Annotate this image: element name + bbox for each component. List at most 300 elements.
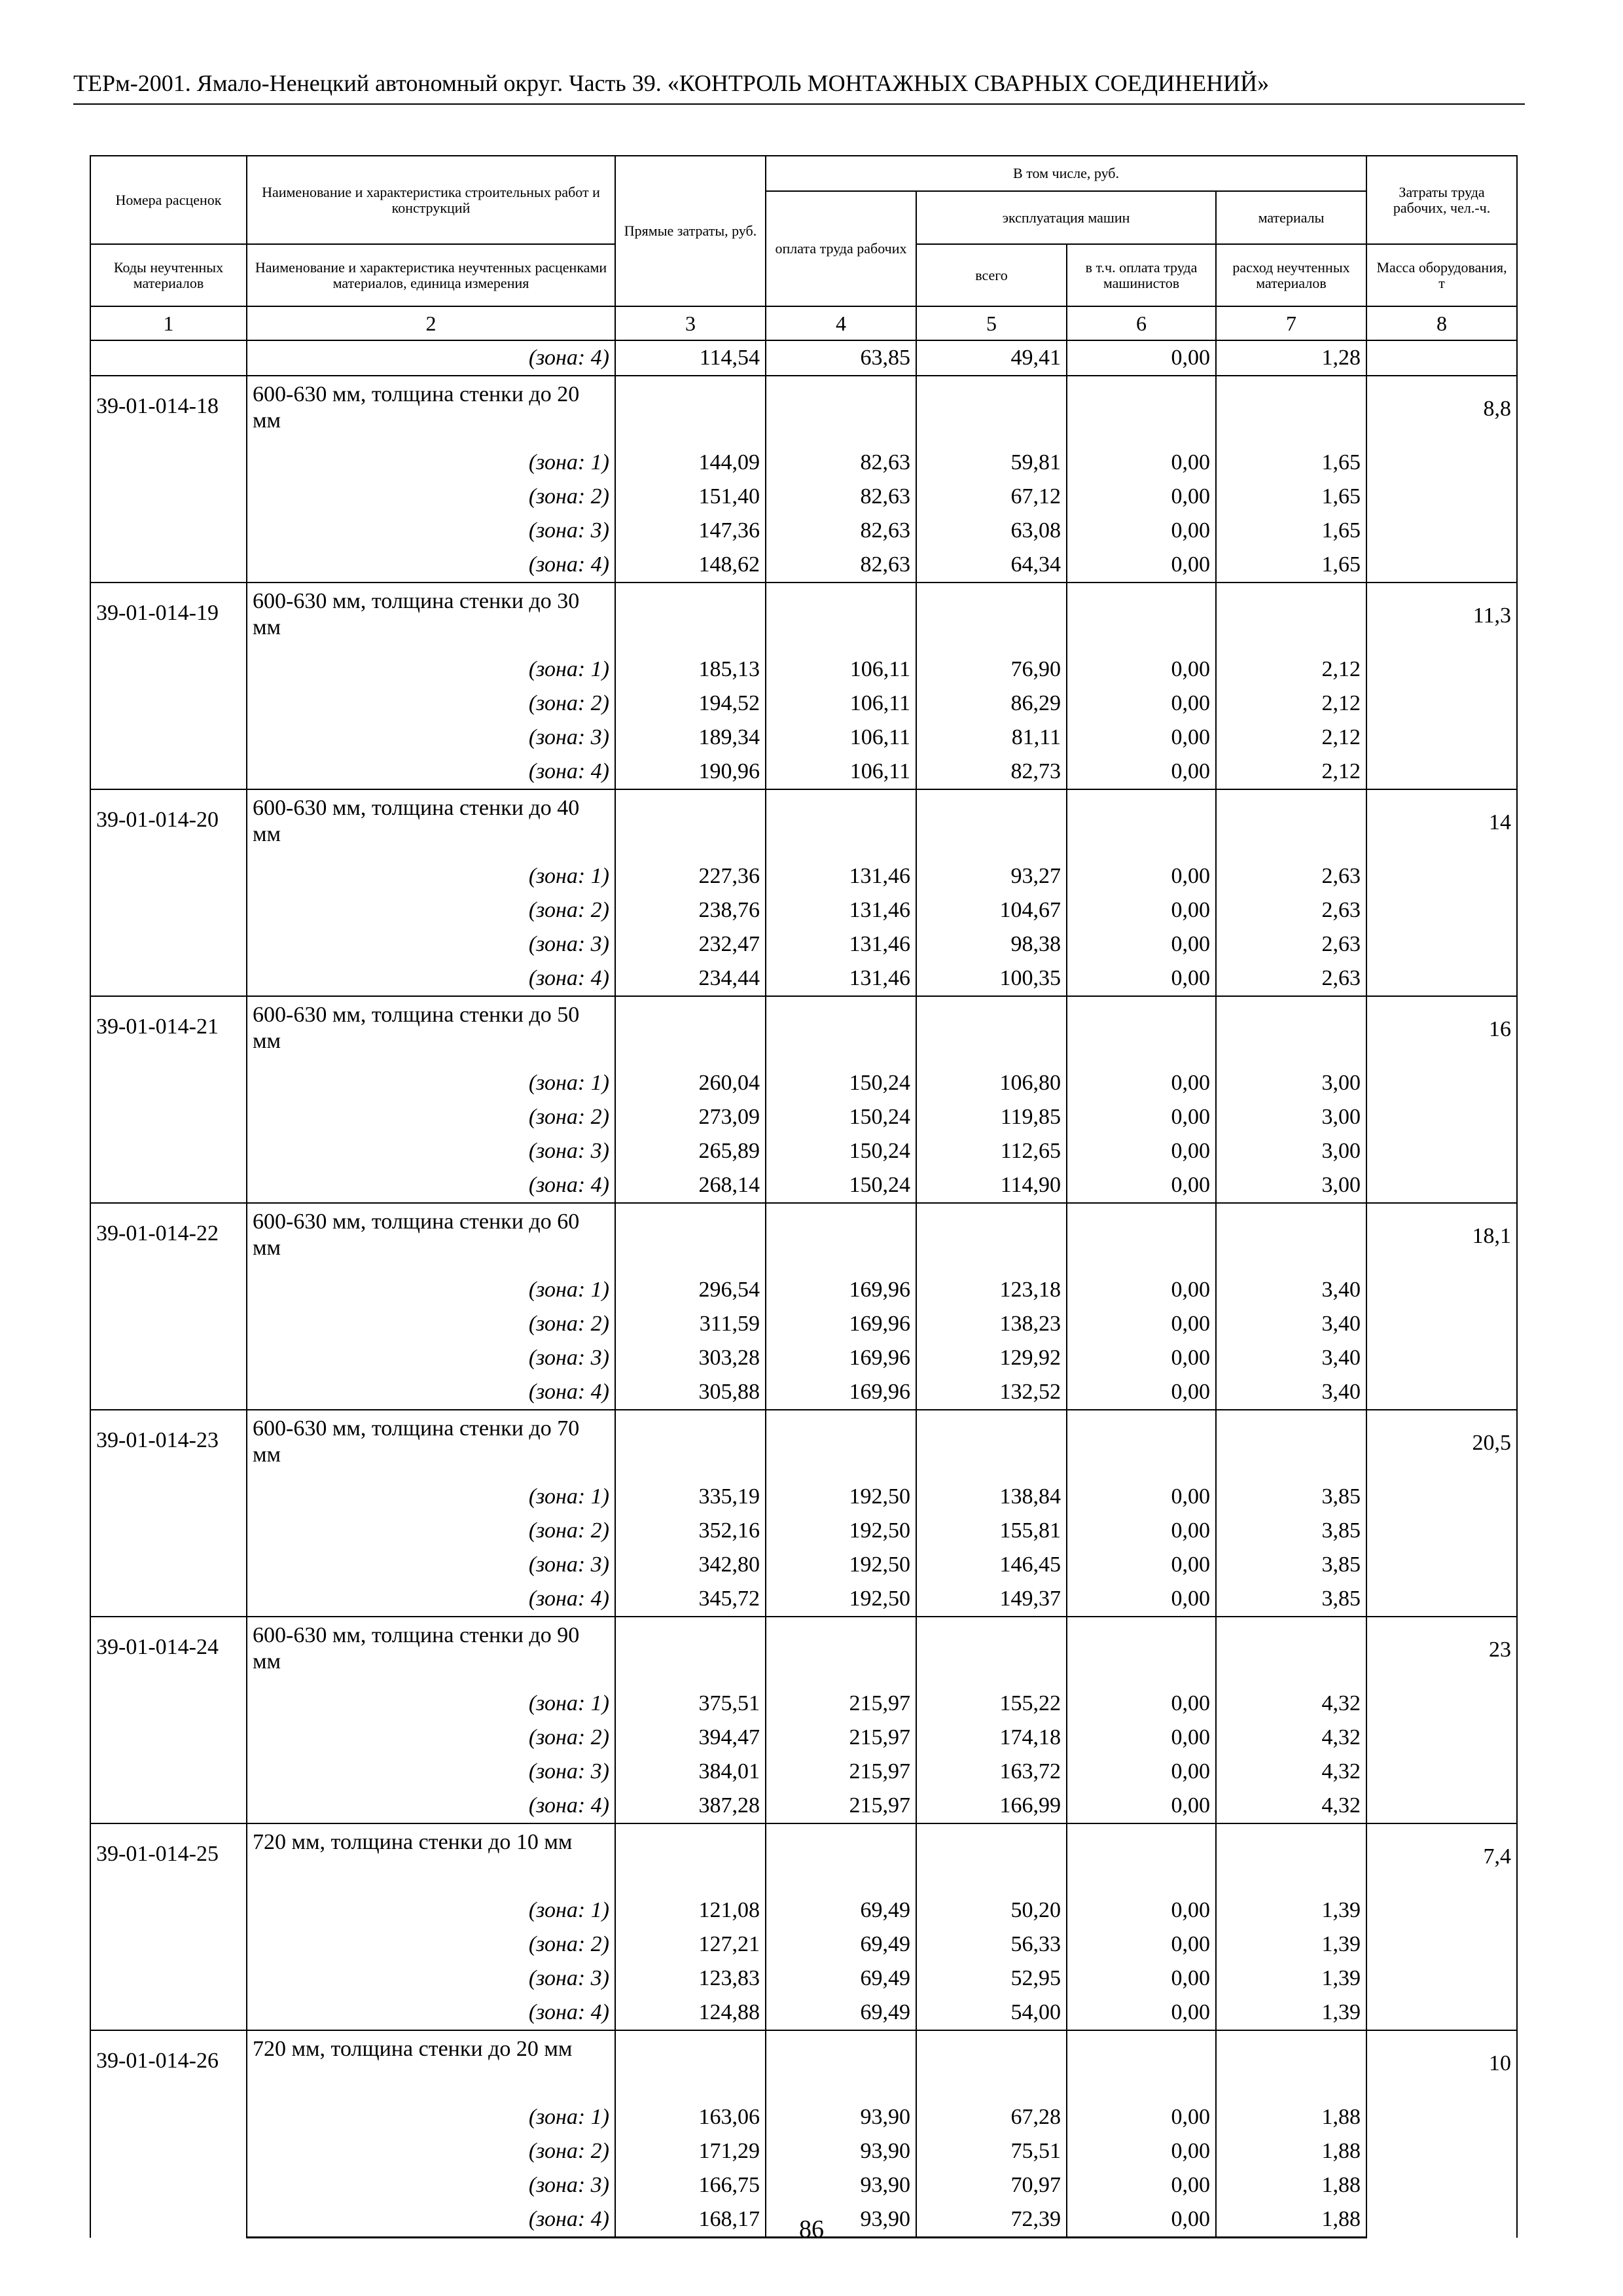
rate-code: 39-01-014-25: [90, 1823, 247, 2030]
zone-row: [90, 1928, 1517, 1962]
machines-total-cell: 82,73: [916, 755, 1067, 789]
materials-cell: 3,85: [1216, 1514, 1366, 1548]
empty-cell: [916, 996, 1067, 1066]
materials-cell: 1,88: [1216, 2202, 1366, 2238]
machines-total-cell: 67,12: [916, 480, 1067, 514]
labor-hours: 20,5: [1366, 1410, 1517, 1617]
empty-cell: [1216, 996, 1366, 1066]
labor-pay-cell: 82,63: [766, 548, 916, 583]
labor-pay-cell: 192,50: [766, 1480, 916, 1514]
zone-label: (зона: 3): [247, 1755, 615, 1789]
materials-cell: 3,00: [1216, 1134, 1366, 1168]
labor-hours: 16: [1366, 996, 1517, 1203]
machines-total-cell: 52,95: [916, 1962, 1067, 1996]
direct-cost-cell: 147,36: [615, 514, 766, 548]
labor-pay-cell: 150,24: [766, 1100, 916, 1134]
materials-cell: 1,65: [1216, 480, 1366, 514]
machines-total-cell: 86,29: [916, 687, 1067, 721]
zone-row: [90, 1789, 1517, 1823]
work-name: 600-630 мм, толщина стенки до 40 мм: [247, 789, 615, 859]
labor-pay-cell: 63,85: [766, 340, 916, 376]
mass-cell: [1366, 340, 1517, 376]
work-name: 720 мм, толщина стенки до 20 мм: [247, 2030, 615, 2100]
machines-total-cell: 174,18: [916, 1721, 1067, 1755]
machinist-pay-cell: 0,00: [1067, 653, 1216, 687]
materials-cell: 3,40: [1216, 1273, 1366, 1307]
direct-cost-cell: 168,17: [615, 2202, 766, 2238]
machines-header: эксплуатация машин: [916, 191, 1216, 244]
direct-cost-cell: 194,52: [615, 687, 766, 721]
empty-cell: [615, 1410, 766, 1480]
zone-row: [90, 1375, 1517, 1410]
labor-pay-cell: 82,63: [766, 514, 916, 548]
zone-label: (зона: 3): [247, 927, 615, 961]
labor-pay-cell: 169,96: [766, 1341, 916, 1375]
work-name: 600-630 мм, толщина стенки до 20 мм: [247, 376, 615, 446]
zone-row: [90, 1893, 1517, 1928]
labor-hours: 8,8: [1366, 376, 1517, 583]
column-number: 3: [615, 306, 766, 340]
column-number: 4: [766, 306, 916, 340]
zone-row: [90, 1134, 1517, 1168]
column-number: 7: [1216, 306, 1366, 340]
zone-row: [90, 514, 1517, 548]
zone-label: (зона: 4): [247, 1996, 615, 2030]
empty-cell: [916, 1203, 1067, 1273]
empty-cell: [766, 376, 916, 446]
empty-cell: [615, 1617, 766, 1687]
machines-total-cell: 54,00: [916, 1996, 1067, 2030]
zone-label: (зона: 4): [247, 340, 615, 376]
direct-cost-cell: 238,76: [615, 893, 766, 927]
machines-total-cell: 75,51: [916, 2134, 1067, 2168]
zone-row: [90, 1307, 1517, 1341]
zone-label: (зона: 1): [247, 1066, 615, 1100]
machinist-pay-cell: 0,00: [1067, 1687, 1216, 1721]
zone-row: [90, 687, 1517, 721]
machines-total-cell: 166,99: [916, 1789, 1067, 1823]
zone-label: (зона: 4): [247, 755, 615, 789]
materials-cell: 2,12: [1216, 687, 1366, 721]
machines-total-cell: 138,23: [916, 1307, 1067, 1341]
zone-label: (зона: 4): [247, 1168, 615, 1203]
labor-hours: 7,4: [1366, 1823, 1517, 2030]
labor-hours: 11,3: [1366, 583, 1517, 789]
zone-row: [90, 1755, 1517, 1789]
labor-pay-cell: 150,24: [766, 1134, 916, 1168]
work-name: 600-630 мм, толщина стенки до 50 мм: [247, 996, 615, 1066]
materials-cell: 3,85: [1216, 1548, 1366, 1582]
machinist-pay-cell: 0,00: [1067, 2168, 1216, 2202]
materials-cell: 2,63: [1216, 859, 1366, 893]
machinist-pay-cell: 0,00: [1067, 340, 1216, 376]
work-name: 720 мм, толщина стенки до 10 мм: [247, 1823, 615, 1893]
direct-cost-cell: 163,06: [615, 2100, 766, 2134]
item-header-row: [90, 1203, 1517, 1273]
labor-pay-cell: 131,46: [766, 893, 916, 927]
zone-label: (зона: 2): [247, 1928, 615, 1962]
zone-label: (зона: 1): [247, 1687, 615, 1721]
col7-header: расход неучтенных материалов: [1216, 244, 1366, 306]
machinist-pay-cell: 0,00: [1067, 927, 1216, 961]
item-header-row: [90, 996, 1517, 1066]
item-header-row: [90, 583, 1517, 653]
column-number: 8: [1366, 306, 1517, 340]
zone-label: (зона: 3): [247, 2168, 615, 2202]
zone-label: (зона: 4): [247, 1375, 615, 1410]
zone-label: (зона: 3): [247, 1134, 615, 1168]
direct-cost-cell: 375,51: [615, 1687, 766, 1721]
empty-cell: [1067, 996, 1216, 1066]
labor-pay-cell: 106,11: [766, 653, 916, 687]
zone-label: (зона: 1): [247, 1893, 615, 1928]
machinist-pay-cell: 0,00: [1067, 2134, 1216, 2168]
zone-label: (зона: 4): [247, 548, 615, 583]
work-name: 600-630 мм, толщина стенки до 60 мм: [247, 1203, 615, 1273]
item-header-row: [90, 1410, 1517, 1480]
materials-cell: 3,40: [1216, 1307, 1366, 1341]
zone-row: [90, 1962, 1517, 1996]
empty-cell: [1216, 1617, 1366, 1687]
materials-cell: 1,65: [1216, 514, 1366, 548]
labor-pay-cell: 93,90: [766, 2202, 916, 2238]
zone-row: [90, 446, 1517, 480]
machines-total-cell: 56,33: [916, 1928, 1067, 1962]
materials-cell: 4,32: [1216, 1721, 1366, 1755]
page-number: 86: [799, 2215, 824, 2243]
materials-cell: 2,63: [1216, 893, 1366, 927]
machinist-pay-cell: 0,00: [1067, 1582, 1216, 1617]
work-name: 600-630 мм, толщина стенки до 90 мм: [247, 1617, 615, 1687]
labor-pay-cell: 192,50: [766, 1582, 916, 1617]
materials-cell: 4,32: [1216, 1755, 1366, 1789]
zone-row: [90, 893, 1517, 927]
direct-cost-cell: 273,09: [615, 1100, 766, 1134]
zone-label: (зона: 2): [247, 480, 615, 514]
direct-cost-cell: 268,14: [615, 1168, 766, 1203]
work-name: 600-630 мм, толщина стенки до 30 мм: [247, 583, 615, 653]
empty-cell: [766, 583, 916, 653]
col4-header: оплата труда рабочих: [766, 191, 916, 306]
machines-total-cell: 72,39: [916, 2202, 1067, 2238]
direct-cost-cell: 342,80: [615, 1548, 766, 1582]
machines-total-cell: 100,35: [916, 961, 1067, 996]
rate-code: 39-01-014-18: [90, 376, 247, 583]
zone-row: [90, 927, 1517, 961]
zone-label: (зона: 2): [247, 1307, 615, 1341]
empty-cell: [615, 2030, 766, 2100]
materials-cell: 1,88: [1216, 2100, 1366, 2134]
materials-cell: 1,88: [1216, 2134, 1366, 2168]
materials-cell: 2,63: [1216, 927, 1366, 961]
direct-cost-cell: 166,75: [615, 2168, 766, 2202]
zone-row: [90, 1687, 1517, 1721]
rate-code: 39-01-014-19: [90, 583, 247, 789]
materials-cell: 1,39: [1216, 1893, 1366, 1928]
labor-pay-cell: 215,97: [766, 1789, 916, 1823]
labor-pay-cell: 69,49: [766, 1962, 916, 1996]
machinist-pay-cell: 0,00: [1067, 1273, 1216, 1307]
item-header-row: [90, 1617, 1517, 1687]
machines-total-cell: 114,90: [916, 1168, 1067, 1203]
empty-cell: [916, 789, 1067, 859]
zone-label: (зона: 1): [247, 1273, 615, 1307]
empty-cell: [916, 376, 1067, 446]
machines-total-cell: 76,90: [916, 653, 1067, 687]
machinist-pay-cell: 0,00: [1067, 1789, 1216, 1823]
machinist-pay-cell: 0,00: [1067, 446, 1216, 480]
zone-row: [90, 1066, 1517, 1100]
col2-subheader: Наименование и характеристика неучтенных расценками материалов, единица измерения: [247, 244, 615, 306]
col3-header: Прямые затраты, руб.: [615, 156, 766, 306]
empty-cell: [766, 1410, 916, 1480]
empty-cell: [1067, 2030, 1216, 2100]
zone-label: (зона: 3): [247, 1341, 615, 1375]
col5-header: всего: [916, 244, 1067, 306]
labor-pay-cell: 69,49: [766, 1893, 916, 1928]
direct-cost-cell: 123,83: [615, 1962, 766, 1996]
column-numbers-row: [90, 306, 1517, 340]
labor-pay-cell: 169,96: [766, 1375, 916, 1410]
labor-pay-cell: 192,50: [766, 1548, 916, 1582]
empty-cell: [1067, 583, 1216, 653]
empty-cell: [1067, 1823, 1216, 1893]
machines-total-cell: 146,45: [916, 1548, 1067, 1582]
empty-cell: [1216, 2030, 1366, 2100]
materials-cell: 1,88: [1216, 2168, 1366, 2202]
direct-cost-cell: 296,54: [615, 1273, 766, 1307]
empty-cell: [766, 1617, 916, 1687]
machines-total-cell: 155,81: [916, 1514, 1067, 1548]
machinist-pay-cell: 0,00: [1067, 1721, 1216, 1755]
zone-row: [90, 1168, 1517, 1203]
direct-cost-cell: 148,62: [615, 548, 766, 583]
zone-row: [90, 721, 1517, 755]
machinist-pay-cell: 0,00: [1067, 687, 1216, 721]
machines-total-cell: 123,18: [916, 1273, 1067, 1307]
machinist-pay-cell: 0,00: [1067, 514, 1216, 548]
col1-header: Номера расценок: [90, 156, 247, 244]
zone-row: [90, 1548, 1517, 1582]
machines-total-cell: 50,20: [916, 1893, 1067, 1928]
direct-cost-cell: 384,01: [615, 1755, 766, 1789]
item-header-row: [90, 2030, 1517, 2100]
labor-hours: 18,1: [1366, 1203, 1517, 1410]
labor-pay-cell: 131,46: [766, 927, 916, 961]
zone-label: (зона: 1): [247, 2100, 615, 2134]
labor-pay-cell: 93,90: [766, 2100, 916, 2134]
zone-row: [90, 1996, 1517, 2030]
materials-cell: 3,85: [1216, 1480, 1366, 1514]
column-number: 2: [247, 306, 615, 340]
machines-total-cell: 112,65: [916, 1134, 1067, 1168]
labor-pay-cell: 150,24: [766, 1066, 916, 1100]
labor-pay-cell: 169,96: [766, 1273, 916, 1307]
machines-total-cell: 70,97: [916, 2168, 1067, 2202]
empty-cell: [766, 789, 916, 859]
zone-label: (зона: 3): [247, 1548, 615, 1582]
machinist-pay-cell: 0,00: [1067, 1962, 1216, 1996]
zone-row: [90, 1721, 1517, 1755]
materials-cell: 3,00: [1216, 1168, 1366, 1203]
carryover-row: [90, 340, 1517, 376]
labor-pay-cell: 93,90: [766, 2168, 916, 2202]
empty-cell: [766, 1823, 916, 1893]
direct-cost-cell: 335,19: [615, 1480, 766, 1514]
empty-cell: [615, 789, 766, 859]
machinist-pay-cell: 0,00: [1067, 721, 1216, 755]
direct-cost-cell: 124,88: [615, 1996, 766, 2030]
column-number: 6: [1067, 306, 1216, 340]
empty-cell: [766, 2030, 916, 2100]
direct-cost-cell: 345,72: [615, 1582, 766, 1617]
empty-cell: [1067, 1617, 1216, 1687]
machinist-pay-cell: 0,00: [1067, 755, 1216, 789]
empty-cell: [615, 1203, 766, 1273]
direct-cost-cell: 185,13: [615, 653, 766, 687]
machines-total-cell: 155,22: [916, 1687, 1067, 1721]
zone-row: [90, 548, 1517, 583]
column-number: 1: [90, 306, 247, 340]
rate-code: 39-01-014-21: [90, 996, 247, 1203]
labor-pay-cell: 192,50: [766, 1514, 916, 1548]
materials-cell: 2,12: [1216, 653, 1366, 687]
item-header-row: [90, 376, 1517, 446]
materials-cell: 3,40: [1216, 1375, 1366, 1410]
machines-total-cell: 93,27: [916, 859, 1067, 893]
labor-pay-cell: 215,97: [766, 1721, 916, 1755]
empty-cell: [916, 1823, 1067, 1893]
empty-cell: [1067, 1410, 1216, 1480]
zone-row: [90, 1273, 1517, 1307]
zone-label: (зона: 2): [247, 687, 615, 721]
machinist-pay-cell: 0,00: [1067, 1514, 1216, 1548]
empty-cell: [766, 1203, 916, 1273]
direct-cost-cell: 352,16: [615, 1514, 766, 1548]
zone-label: (зона: 2): [247, 893, 615, 927]
zone-label: (зона: 4): [247, 2202, 615, 2238]
machines-total-cell: 67,28: [916, 2100, 1067, 2134]
zone-row: [90, 480, 1517, 514]
machinist-pay-cell: 0,00: [1067, 1375, 1216, 1410]
empty-cell: [916, 583, 1067, 653]
labor-pay-cell: 131,46: [766, 961, 916, 996]
machinist-pay-cell: 0,00: [1067, 1928, 1216, 1962]
machines-total-cell: 163,72: [916, 1755, 1067, 1789]
empty-cell: [916, 2030, 1067, 2100]
empty-cell: [1216, 376, 1366, 446]
machinist-pay-cell: 0,00: [1067, 2100, 1216, 2134]
zone-row: [90, 2134, 1517, 2168]
labor-pay-cell: 215,97: [766, 1687, 916, 1721]
incl-header: В том числе, руб.: [766, 156, 1366, 191]
materials-cell: 3,00: [1216, 1066, 1366, 1100]
col2-header: Наименование и характеристика строительных работ и конструкций: [247, 156, 615, 244]
machinist-pay-cell: 0,00: [1067, 1548, 1216, 1582]
materials-cell: 2,63: [1216, 961, 1366, 996]
table-header: [90, 156, 1517, 340]
zone-row: [90, 2168, 1517, 2202]
zone-label: (зона: 2): [247, 1100, 615, 1134]
machinist-pay-cell: 0,00: [1067, 1168, 1216, 1203]
machines-total-cell: 106,80: [916, 1066, 1067, 1100]
running-header: ТЕРм-2001. Ямало-Ненецкий автономный округ. Часть 39. «КОНТРОЛЬ МОНТАЖНЫХ СВАРНЫХ СОЕДИНЕНИЙ»: [73, 69, 1525, 105]
materials-cell: 1,39: [1216, 1962, 1366, 1996]
zone-label: (зона: 2): [247, 1721, 615, 1755]
materials-cell: 1,39: [1216, 1928, 1366, 1962]
machines-total-cell: 138,84: [916, 1480, 1067, 1514]
machinist-pay-cell: 0,00: [1067, 1134, 1216, 1168]
direct-cost-cell: 144,09: [615, 446, 766, 480]
zone-label: (зона: 2): [247, 1514, 615, 1548]
rate-code: 39-01-014-23: [90, 1410, 247, 1617]
machinist-pay-cell: 0,00: [1067, 1755, 1216, 1789]
direct-cost-cell: 303,28: [615, 1341, 766, 1375]
col8-header: Затраты труда рабочих, чел.-ч.: [1366, 156, 1517, 244]
machinist-pay-cell: 0,00: [1067, 1100, 1216, 1134]
labor-pay-cell: 106,11: [766, 687, 916, 721]
machinist-pay-cell: 0,00: [1067, 548, 1216, 583]
labor-pay-cell: 93,90: [766, 2134, 916, 2168]
col8-subheader: Масса оборудования, т: [1366, 244, 1517, 306]
zone-row: [90, 859, 1517, 893]
zone-row: [90, 755, 1517, 789]
empty-cell: [916, 1410, 1067, 1480]
materials-cell: 1,39: [1216, 1996, 1366, 2030]
zone-label: (зона: 3): [247, 514, 615, 548]
direct-cost-cell: 311,59: [615, 1307, 766, 1341]
labor-hours: 23: [1366, 1617, 1517, 1823]
direct-cost-cell: 387,28: [615, 1789, 766, 1823]
direct-cost-cell: 121,08: [615, 1893, 766, 1928]
empty-cell: [615, 376, 766, 446]
rate-code: 39-01-014-22: [90, 1203, 247, 1410]
materials-cell: 3,40: [1216, 1341, 1366, 1375]
direct-cost-cell: 127,21: [615, 1928, 766, 1962]
item-header-row: [90, 1823, 1517, 1893]
zone-row: [90, 1480, 1517, 1514]
labor-hours: 14: [1366, 789, 1517, 996]
machinist-pay-cell: 0,00: [1067, 1996, 1216, 2030]
direct-cost-cell: 190,96: [615, 755, 766, 789]
machinist-pay-cell: 0,00: [1067, 1480, 1216, 1514]
machines-total-cell: 64,34: [916, 548, 1067, 583]
direct-cost-cell: 114,54: [615, 340, 766, 376]
direct-cost-cell: 189,34: [615, 721, 766, 755]
materials-cell: 2,12: [1216, 755, 1366, 789]
column-number: 5: [916, 306, 1067, 340]
zone-label: (зона: 1): [247, 446, 615, 480]
zone-label: (зона: 2): [247, 2134, 615, 2168]
labor-pay-cell: 82,63: [766, 446, 916, 480]
zone-row: [90, 2100, 1517, 2134]
zone-row: [90, 1582, 1517, 1617]
zone-label: (зона: 4): [247, 1789, 615, 1823]
empty-cell: [1216, 1203, 1366, 1273]
empty-cell: [615, 996, 766, 1066]
zone-label: (зона: 4): [247, 1582, 615, 1617]
empty-cell: [615, 1823, 766, 1893]
direct-cost-cell: 394,47: [615, 1721, 766, 1755]
direct-cost-cell: 305,88: [615, 1375, 766, 1410]
labor-pay-cell: 106,11: [766, 721, 916, 755]
machinist-pay-cell: 0,00: [1067, 961, 1216, 996]
machines-total-cell: 104,67: [916, 893, 1067, 927]
direct-cost-cell: 260,04: [615, 1066, 766, 1100]
empty-cell: [766, 996, 916, 1066]
zone-label: (зона: 4): [247, 961, 615, 996]
empty-cell: [1216, 789, 1366, 859]
